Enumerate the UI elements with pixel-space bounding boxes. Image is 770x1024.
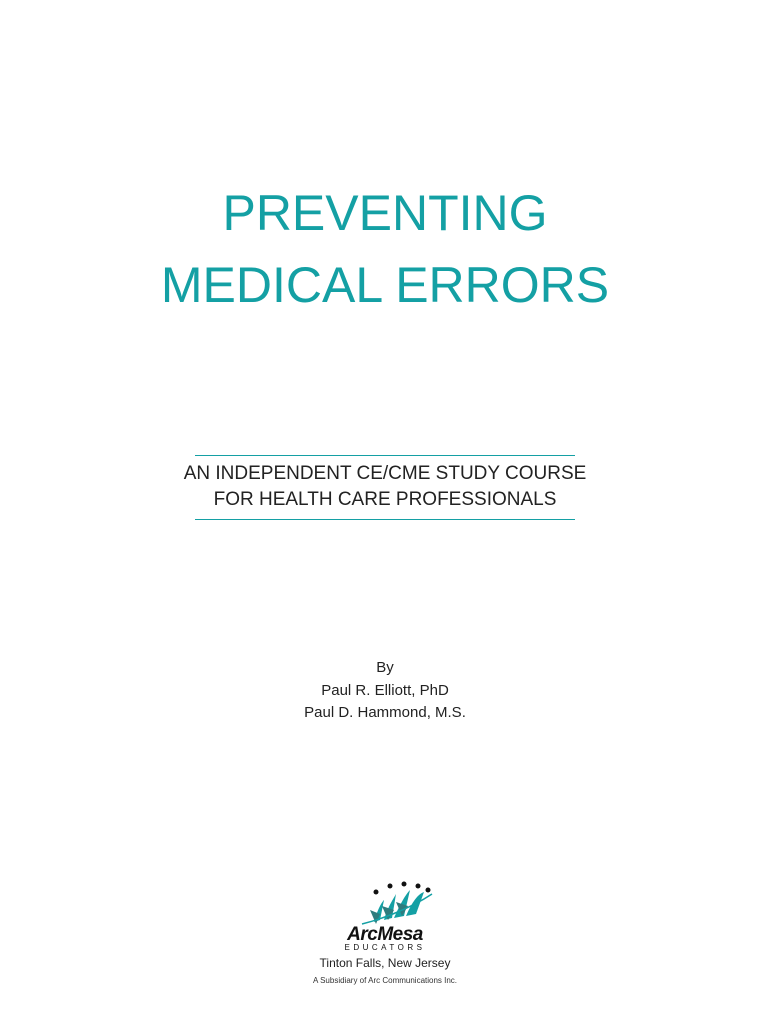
subtitle-line-2: FOR HEALTH CARE PROFESSIONALS: [213, 489, 557, 510]
by-label: By: [376, 659, 394, 676]
publisher-location: Tinton Falls, New Jersey: [319, 956, 451, 970]
subsidiary-note: A Subsidiary of Arc Communications Inc.: [312, 976, 458, 985]
subtitle-bottom-rule: [195, 519, 575, 520]
author-name-2: Paul D. Hammond, M.S.: [304, 704, 466, 721]
logo-subtext: EDUCATORS: [344, 943, 426, 952]
subtitle-line-1: AN INDEPENDENT CE/CME STUDY COURSE: [183, 463, 587, 484]
logo-wordmark: ArcMesa: [347, 924, 423, 945]
title-line-1: PREVENTING: [222, 185, 548, 241]
title-line-2: MEDICAL ERRORS: [160, 257, 610, 313]
subtitle-top-rule: [195, 455, 575, 456]
author-name-1: Paul R. Elliott, PhD: [321, 682, 449, 699]
